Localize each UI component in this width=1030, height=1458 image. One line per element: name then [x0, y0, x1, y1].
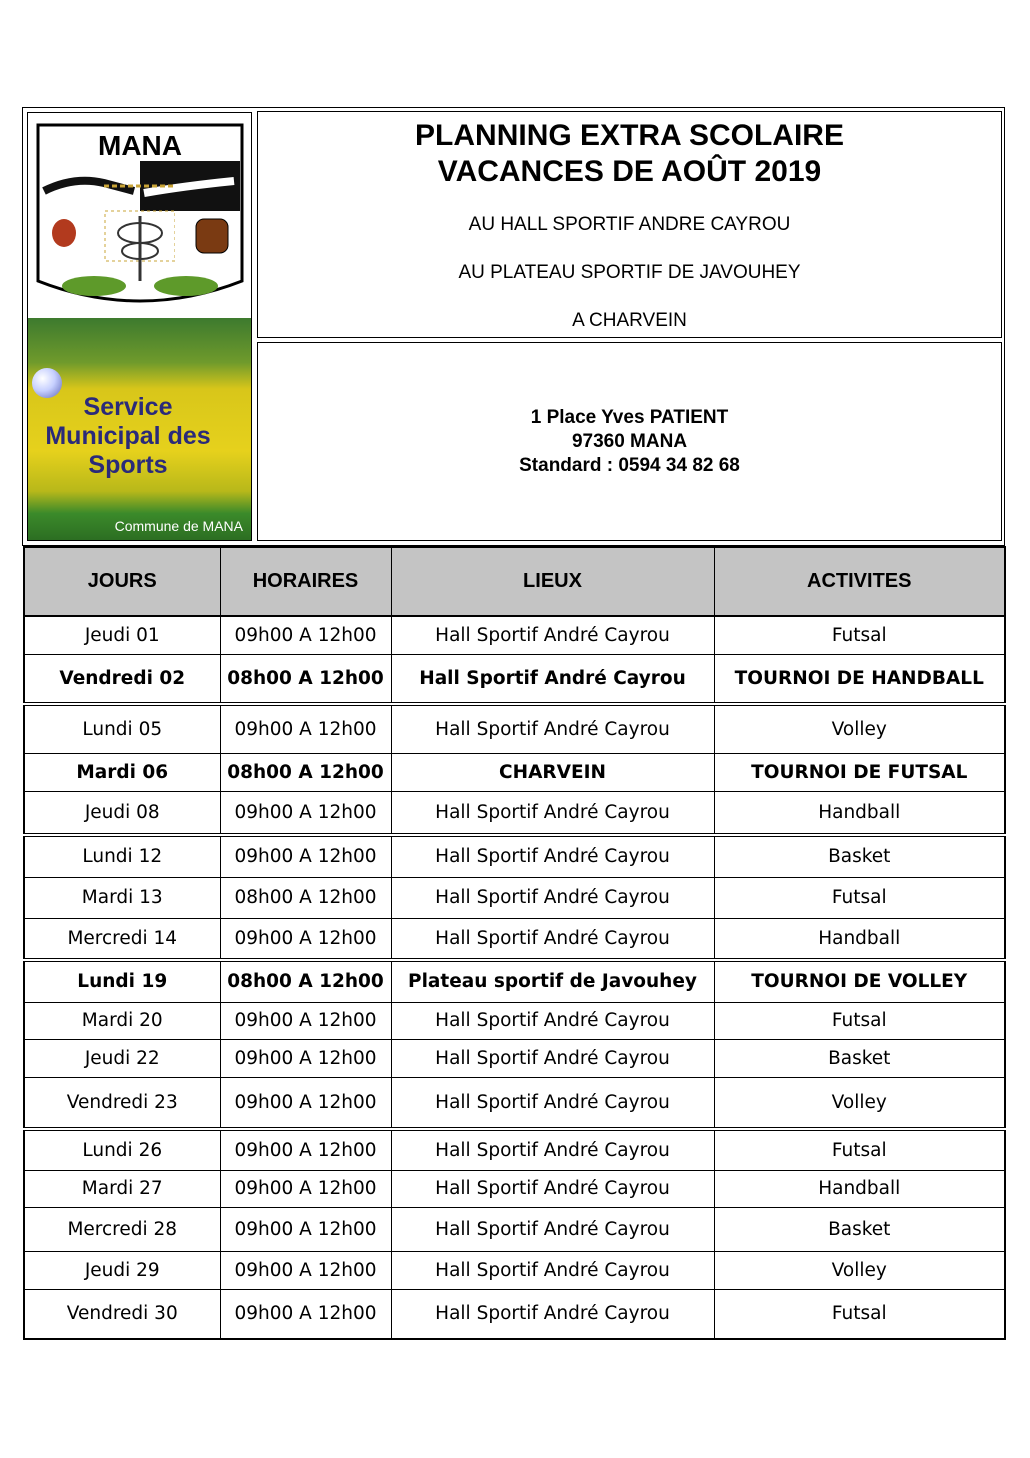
cell-time: 09h00 A 12h00	[220, 1077, 391, 1129]
cell-time: 09h00 A 12h00	[220, 1039, 391, 1077]
address-line-3: Standard : 0594 34 82 68	[519, 455, 740, 476]
cell-day: Mardi 13	[24, 877, 220, 918]
cell-place: CHARVEIN	[391, 753, 714, 791]
cell-day: Mercredi 14	[24, 918, 220, 960]
cell-day: Jeudi 22	[24, 1039, 220, 1077]
header-jours: JOURS	[24, 547, 220, 616]
table-row	[24, 918, 1005, 960]
cell-day: Lundi 26	[24, 1129, 220, 1170]
cell-place: Hall Sportif André Cayrou	[391, 654, 714, 704]
commune-label: Commune de MANA	[114, 518, 243, 534]
table-row	[24, 960, 1005, 1002]
cell-day: Vendredi 30	[24, 1289, 220, 1339]
cell-place: Hall Sportif André Cayrou	[391, 1251, 714, 1289]
cell-place: Hall Sportif André Cayrou	[391, 1039, 714, 1077]
cell-activity: Futsal	[714, 1002, 1005, 1039]
logo-cell	[27, 112, 252, 541]
cell-place: Hall Sportif André Cayrou	[391, 835, 714, 877]
table-row	[24, 1129, 1005, 1170]
cell-time: 08h00 A 12h00	[220, 877, 391, 918]
cell-time: 09h00 A 12h00	[220, 1251, 391, 1289]
cell-day: Mercredi 28	[24, 1207, 220, 1251]
address-box	[257, 342, 1002, 541]
venue-line-3: A CHARVEIN	[572, 310, 687, 331]
title-line-2: VACANCES DE AOÛT 2019	[437, 155, 822, 188]
cell-time: 09h00 A 12h00	[220, 1002, 391, 1039]
address-line-1: 1 Place Yves PATIENT	[530, 407, 729, 428]
cell-time: 08h00 A 12h00	[220, 654, 391, 704]
table-row	[24, 704, 1005, 753]
cell-place: Hall Sportif André Cayrou	[391, 1129, 714, 1170]
cell-time: 08h00 A 12h00	[220, 753, 391, 791]
cell-time: 09h00 A 12h00	[220, 791, 391, 835]
cell-place: Hall Sportif André Cayrou	[391, 791, 714, 835]
cell-time: 09h00 A 12h00	[220, 835, 391, 877]
schedule-table	[23, 546, 1006, 1340]
cell-activity: Futsal	[714, 616, 1005, 654]
header-horaires: HORAIRES	[220, 547, 391, 616]
cell-activity: Handball	[714, 918, 1005, 960]
table-row	[24, 1170, 1005, 1207]
cell-place: Hall Sportif André Cayrou	[391, 877, 714, 918]
cell-time: 09h00 A 12h00	[220, 1170, 391, 1207]
table-row	[24, 1039, 1005, 1077]
cell-place: Hall Sportif André Cayrou	[391, 704, 714, 753]
cell-day: Jeudi 01	[24, 616, 220, 654]
cell-day: Mardi 20	[24, 1002, 220, 1039]
table-row	[24, 877, 1005, 918]
cell-activity: TOURNOI DE HANDBALL	[714, 654, 1005, 704]
cell-activity: Basket	[714, 1039, 1005, 1077]
schedule-body	[24, 616, 1005, 1339]
cell-day: Vendredi 02	[24, 654, 220, 704]
cell-time: 09h00 A 12h00	[220, 616, 391, 654]
address-line-2: 97360 MANA	[571, 431, 688, 452]
header-lieux: LIEUX	[391, 547, 714, 616]
svg-text:MANA: MANA	[98, 130, 182, 161]
cell-activity: Futsal	[714, 1289, 1005, 1339]
cell-time: 09h00 A 12h00	[220, 918, 391, 960]
cell-place: Hall Sportif André Cayrou	[391, 1077, 714, 1129]
cell-time: 09h00 A 12h00	[220, 1207, 391, 1251]
cell-place: Hall Sportif André Cayrou	[391, 1170, 714, 1207]
cell-day: Mardi 06	[24, 753, 220, 791]
cell-activity: Volley	[714, 1251, 1005, 1289]
table-row	[24, 835, 1005, 877]
cell-time: 09h00 A 12h00	[220, 704, 391, 753]
table-row	[24, 791, 1005, 835]
cell-place: Hall Sportif André Cayrou	[391, 616, 714, 654]
cell-activity: Volley	[714, 704, 1005, 753]
cell-day: Mardi 27	[24, 1170, 220, 1207]
cell-day: Lundi 05	[24, 704, 220, 753]
cell-activity: Volley	[714, 1077, 1005, 1129]
cell-day: Jeudi 29	[24, 1251, 220, 1289]
cell-activity: TOURNOI DE FUTSAL	[714, 753, 1005, 791]
table-row	[24, 1207, 1005, 1251]
venue-line-1: AU HALL SPORTIF ANDRE CAYROU	[468, 214, 791, 235]
table-row	[24, 654, 1005, 704]
cell-activity: Handball	[714, 791, 1005, 835]
cell-activity: Basket	[714, 1207, 1005, 1251]
cell-day: Vendredi 23	[24, 1077, 220, 1129]
cell-place: Hall Sportif André Cayrou	[391, 1207, 714, 1251]
table-row	[24, 1251, 1005, 1289]
cell-place: Hall Sportif André Cayrou	[391, 918, 714, 960]
venue-line-2: AU PLATEAU SPORTIF DE JAVOUHEY	[458, 262, 801, 283]
cell-time: 09h00 A 12h00	[220, 1129, 391, 1170]
cell-time: 09h00 A 12h00	[220, 1289, 391, 1339]
cell-activity: TOURNOI DE VOLLEY	[714, 960, 1005, 1002]
cell-day: Lundi 19	[24, 960, 220, 1002]
table-row	[24, 1002, 1005, 1039]
title-line-1: PLANNING EXTRA SCOLAIRE	[415, 119, 844, 152]
table-row	[24, 753, 1005, 791]
cell-day: Lundi 12	[24, 835, 220, 877]
title-box	[257, 111, 1002, 338]
cell-activity: Handball	[714, 1170, 1005, 1207]
cell-place: Hall Sportif André Cayrou	[391, 1289, 714, 1339]
mana-crest-icon	[34, 121, 246, 317]
table-row	[24, 616, 1005, 654]
cell-activity: Futsal	[714, 877, 1005, 918]
cell-activity: Futsal	[714, 1129, 1005, 1170]
cell-day: Jeudi 08	[24, 791, 220, 835]
service-label: Service Municipal des Sports	[45, 393, 211, 479]
sports-service-banner	[28, 318, 251, 540]
header-activites: ACTIVITES	[714, 547, 1005, 616]
cell-place: Plateau sportif de Javouhey	[391, 960, 714, 1002]
cell-time: 08h00 A 12h00	[220, 960, 391, 1002]
table-row	[24, 1077, 1005, 1129]
table-header-row	[24, 547, 1005, 616]
cell-activity: Basket	[714, 835, 1005, 877]
cell-place: Hall Sportif André Cayrou	[391, 1002, 714, 1039]
table-row	[24, 1289, 1005, 1339]
